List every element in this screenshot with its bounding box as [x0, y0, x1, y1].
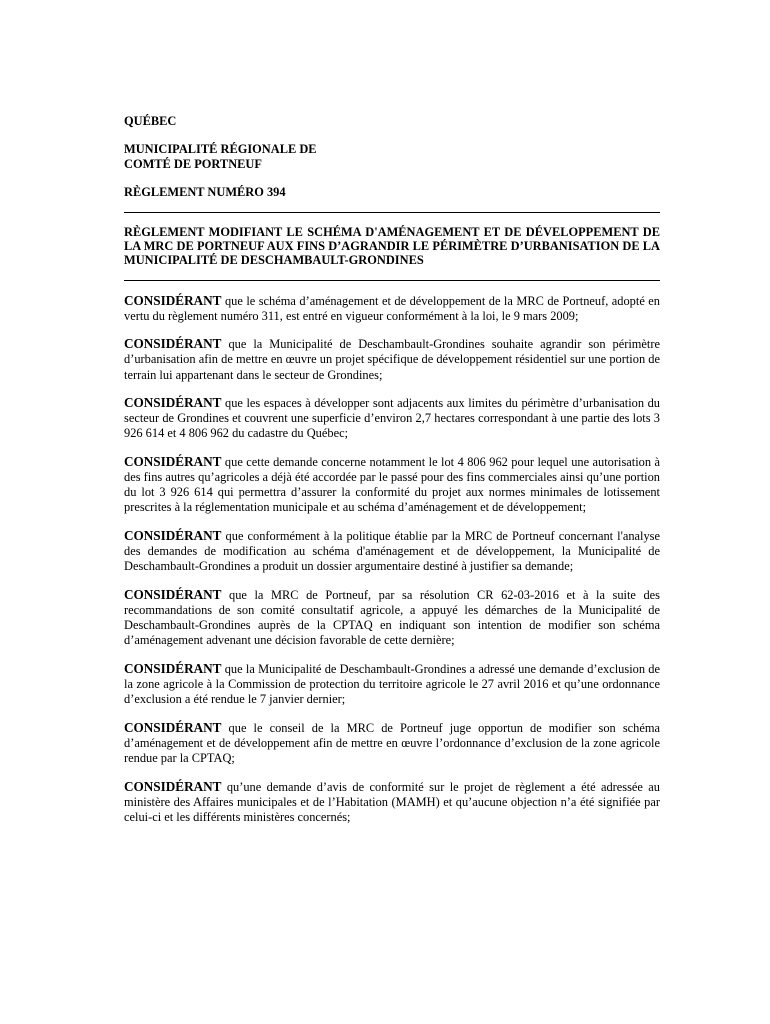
- considerant-keyword: CONSIDÉRANT: [124, 660, 222, 676]
- top-divider: [124, 212, 660, 213]
- considerant-text: que le conseil de la MRC de Portneuf juge opportun de modifier son schéma d’aménagement et de développement afin de mettre en œuvre l’ordonnance d’exclusion de la zone agricole rendue par la CPTAQ;: [124, 720, 660, 766]
- considerant-paragraph: [124, 454, 660, 515]
- considerant-text: qu’une demande d’avis de conformité sur le projet de règlement a été adressée au ministère des Affaires municipales et de l’Habitation (MAMH) et qu’aucune objection n’a été signifiée par celui-ci et les différents ministères concernés;: [124, 779, 660, 824]
- considerant-keyword: CONSIDÉRANT: [124, 528, 222, 544]
- reglement-block: [124, 185, 660, 200]
- considerant-paragraph: [124, 779, 660, 825]
- considerant-keyword: CONSIDÉRANT: [124, 395, 222, 411]
- considerant-keyword: CONSIDÉRANT: [124, 454, 222, 470]
- considerant-keyword: CONSIDÉRANT: [124, 586, 222, 602]
- considerant-paragraph: [124, 661, 660, 707]
- mrc-heading-line1: MUNICIPALITÉ RÉGIONALE DE: [124, 142, 317, 156]
- considerant-keyword: CONSIDÉRANT: [124, 292, 222, 308]
- considerant-paragraph: [124, 293, 660, 324]
- mrc-block: [124, 142, 660, 172]
- considerant-keyword: CONSIDÉRANT: [124, 778, 222, 794]
- considerant-text: que conformément à la politique établie par la MRC de Portneuf concernant l'analyse des demandes de modification au schéma d'aménagement et de développement, la Municipalité de Deschambault-Grondines a produit un dossier argumentaire destiné à justifier sa demande;: [124, 529, 660, 574]
- province-heading: QUÉBEC: [124, 114, 177, 128]
- considerant-paragraph: [124, 720, 660, 766]
- considerant-keyword: CONSIDÉRANT: [124, 336, 222, 352]
- reglement-number-heading: RÈGLEMENT NUMÉRO 394: [124, 185, 286, 199]
- considerant-text: que la MRC de Portneuf, par sa résolution CR 62-03-2016 et à la suite des recommandations de son comité consultatif agricole, a appuyé les démarches de la Municipalité de Deschambault-Grondines auprès de la CPTAQ en indiquant son intention de modifier son schéma d’aménagement advenant une décision favorable de cette dernière;: [124, 587, 660, 648]
- mrc-heading-line2: COMTÉ DE PORTNEUF: [124, 157, 262, 171]
- considerant-text: que les espaces à développer sont adjacents aux limites du périmètre d’urbanisation du secteur de Grondines et couvrent une superficie d’environ 2,7 hectares correspondant à une partie des lots 3 926 614 et 4 806 962 du cadastre du Québec;: [124, 396, 660, 441]
- considerant-paragraph: [124, 528, 660, 574]
- considerant-list: [124, 293, 660, 825]
- province-block: [124, 114, 660, 129]
- considerant-paragraph: [124, 336, 660, 382]
- considerant-keyword: CONSIDÉRANT: [124, 719, 222, 735]
- considerant-text: que la Municipalité de Deschambault-Grondines souhaite agrandir son périmètre d’urbanisation afin de mettre en œuvre un projet spécifique de développement résidentiel sur une portion de terrain lui appartenant dans le secteur de Grondines;: [124, 337, 660, 382]
- considerant-text: que le schéma d’aménagement et de développement de la MRC de Portneuf, adopté en vertu du règlement numéro 311, est entré en vigueur conformément à la loi, le 9 mars 2009;: [124, 293, 660, 323]
- reglement-title: RÈGLEMENT MODIFIANT LE SCHÉMA D'AMÉNAGEMENT ET DE DÉVELOPPEMENT DE LA MRC DE PORTNEUF AUX FINS D’AGRANDIR LE PÉRIMÈTRE D’URBANISATION DE LA MUNICIPALITÉ DE DESCHAMBAULT-GRONDINES: [124, 225, 660, 268]
- spacer: [124, 281, 660, 293]
- considerant-text: que la Municipalité de Deschambault-Grondines a adressé une demande d’exclusion de la zone agricole à la Commission de protection du territoire agricole le 27 avril 2016 et qu’une ordonnance d’exclusion a été rendue le 7 janvier dernier;: [124, 661, 660, 707]
- considerant-text: que cette demande concerne notamment le lot 4 806 962 pour lequel une autorisation à des fins autres qu’agricoles a déjà été accordée par le passé pour des fins commerciales ainsi qu’une portion du lot 3 926 614 qui permettra d’assurer la conformité du projet aux normes minimales de lotissement prescrites à la réglementation municipale et au schéma d’aménagement et de développement;: [124, 455, 660, 515]
- considerant-paragraph: [124, 587, 660, 648]
- document-page: [124, 114, 660, 838]
- considerant-paragraph: [124, 395, 660, 441]
